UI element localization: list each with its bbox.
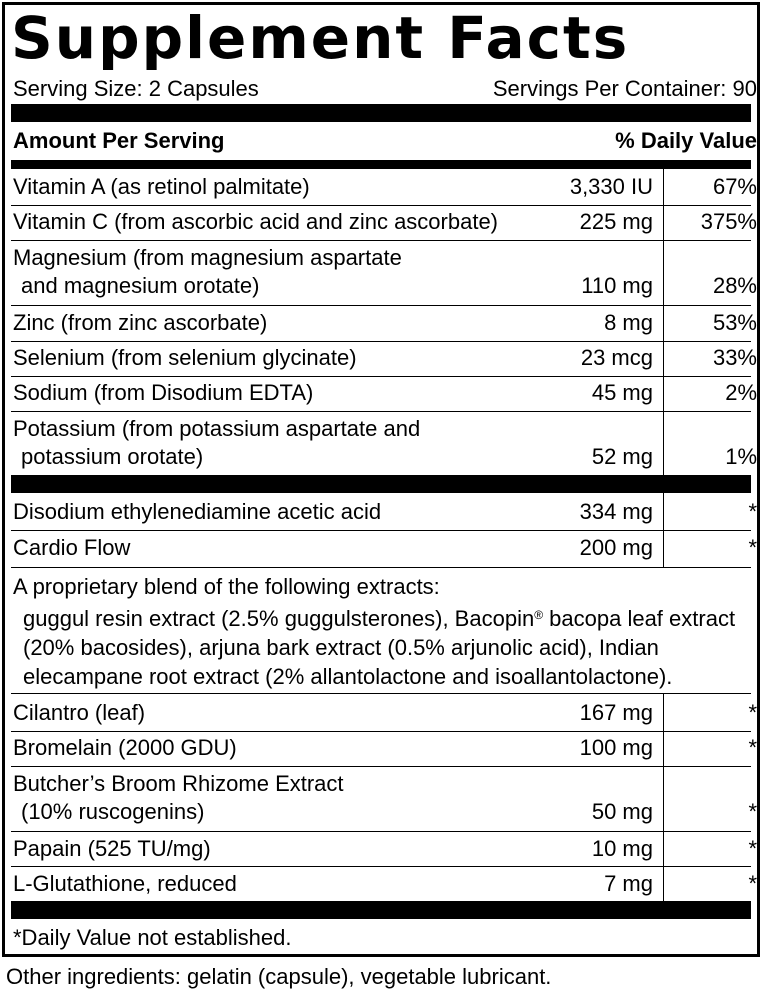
ingredient-amount: 100 mg (579, 735, 653, 760)
column-divider (663, 493, 664, 568)
ingredient-name: (10% ruscogenins) (21, 799, 205, 824)
ingredient-row (13, 534, 757, 562)
panel-title: Supplement Facts (11, 4, 630, 72)
other-ingredients: Other ingredients: gelatin (capsule), vegetable lubricant. (6, 964, 552, 989)
nutrient-name: Potassium (from potassium aspartate and (13, 416, 421, 441)
nutrient-amount: 8 mg (604, 310, 653, 335)
ingredient-row (13, 734, 757, 762)
nutrient-row (13, 344, 757, 372)
ingredient-dv: * (748, 535, 757, 560)
ingredient-name: Papain (525 TU/mg) (13, 836, 211, 861)
ingredient-row (13, 699, 757, 727)
nutrient-name: Sodium (from Disodium EDTA) (13, 380, 314, 405)
row-divider (11, 693, 751, 694)
nutrient-name: Zinc (from zinc ascorbate) (13, 310, 268, 335)
ingredient-amount: 334 mg (579, 499, 653, 524)
nutrient-name: Vitamin C (from ascorbic acid and zinc ascorbate) (13, 209, 499, 234)
blend-text: bacopa leaf extract (543, 606, 736, 631)
row-divider (11, 731, 751, 732)
ingredient-row (13, 870, 757, 898)
ingredient-dv: * (748, 836, 757, 861)
ingredient-amount: 200 mg (579, 535, 653, 560)
amount-per-serving-label: Amount Per Serving (13, 128, 225, 153)
ingredient-dv: * (748, 700, 757, 725)
nutrient-row-continued (13, 443, 757, 471)
ingredient-name: L-Glutathione, reduced (13, 871, 237, 896)
nutrient-dv: 33% (712, 345, 757, 370)
thick-divider (11, 104, 751, 122)
nutrient-row (13, 379, 757, 407)
nutrient-amount: 52 mg (591, 444, 653, 469)
ingredient-name: Cardio Flow (13, 535, 131, 560)
ingredient-dv: * (748, 799, 757, 824)
nutrient-name: and magnesium orotate) (21, 273, 260, 298)
ingredient-name: Butcher’s Broom Rhizome Extract (13, 771, 344, 796)
row-divider (11, 831, 751, 832)
nutrient-row-continued (13, 272, 757, 300)
row-divider (11, 240, 751, 241)
daily-value-footnote: *Daily Value not established. (13, 925, 292, 950)
ingredient-name: Disodium ethylenediamine acetic acid (13, 499, 382, 524)
row-divider (11, 766, 751, 767)
ingredient-dv: * (748, 735, 757, 760)
ingredient-row (13, 498, 757, 526)
medium-divider (11, 160, 751, 169)
row-divider (11, 205, 751, 206)
blend-text: guggul resin extract (2.5% guggulsterones), Bacopin (23, 606, 535, 631)
nutrient-row (13, 244, 757, 272)
row-divider (11, 411, 751, 412)
thick-divider (11, 901, 751, 919)
ingredient-amount: 50 mg (591, 799, 653, 824)
nutrient-amount: 225 mg (579, 209, 653, 234)
header-row (13, 127, 757, 155)
row-divider (11, 376, 751, 377)
blend-line (13, 601, 763, 633)
ingredient-dv: * (748, 499, 757, 524)
nutrient-row (13, 173, 757, 201)
ingredient-row (13, 770, 757, 798)
row-divider (11, 530, 751, 531)
ingredient-name: Cilantro (leaf) (13, 700, 146, 725)
ingredient-row (13, 835, 757, 863)
nutrient-amount: 45 mg (591, 380, 653, 405)
row-divider (11, 341, 751, 342)
supplement-facts-panel (2, 2, 760, 957)
ingredient-row-continued (13, 798, 757, 826)
nutrient-amount: 110 mg (581, 273, 653, 298)
nutrient-row (13, 208, 757, 236)
blend-line: (20% bacosides), arjuna bark extract (0.5% arjunolic acid), Indian (23, 635, 659, 660)
servings-per-container: Servings Per Container: 90 (492, 76, 757, 101)
nutrient-row (13, 415, 757, 443)
ingredient-amount: 167 mg (579, 700, 653, 725)
nutrient-name: Selenium (from selenium glycinate) (13, 345, 357, 370)
nutrient-name: potassium orotate) (21, 444, 204, 469)
nutrient-dv: 28% (712, 273, 757, 298)
thick-divider (11, 475, 751, 493)
nutrient-row (13, 309, 757, 337)
row-divider (11, 866, 751, 867)
row-divider (11, 305, 751, 306)
blend-line: A proprietary blend of the following extracts: (13, 574, 440, 599)
nutrient-dv: 67% (712, 174, 757, 199)
nutrient-dv: 1% (725, 444, 757, 469)
ingredient-amount: 7 mg (604, 871, 653, 896)
blend-line: elecampane root extract (2% allantolactone and isoallantolactone). (23, 664, 673, 689)
nutrient-dv: 375% (700, 209, 757, 234)
ingredient-dv: * (748, 871, 757, 896)
column-divider (663, 693, 664, 901)
nutrient-dv: 2% (725, 380, 757, 405)
column-divider (663, 169, 664, 475)
ingredient-amount: 10 mg (591, 836, 653, 861)
proprietary-blend-text (13, 572, 763, 691)
registered-mark: ® (534, 608, 544, 622)
ingredient-name: Bromelain (2000 GDU) (13, 735, 237, 760)
daily-value-label: % Daily Value (615, 128, 757, 153)
nutrient-dv: 53% (712, 310, 757, 335)
serving-size: Serving Size: 2 Capsules (13, 76, 259, 101)
nutrient-name: Vitamin A (as retinol palmitate) (13, 174, 310, 199)
nutrient-amount: 3,330 IU (569, 174, 653, 199)
serving-info (13, 75, 757, 103)
nutrient-amount: 23 mcg (580, 345, 653, 370)
row-divider (11, 567, 751, 568)
nutrient-name: Magnesium (from magnesium aspartate (13, 245, 402, 270)
